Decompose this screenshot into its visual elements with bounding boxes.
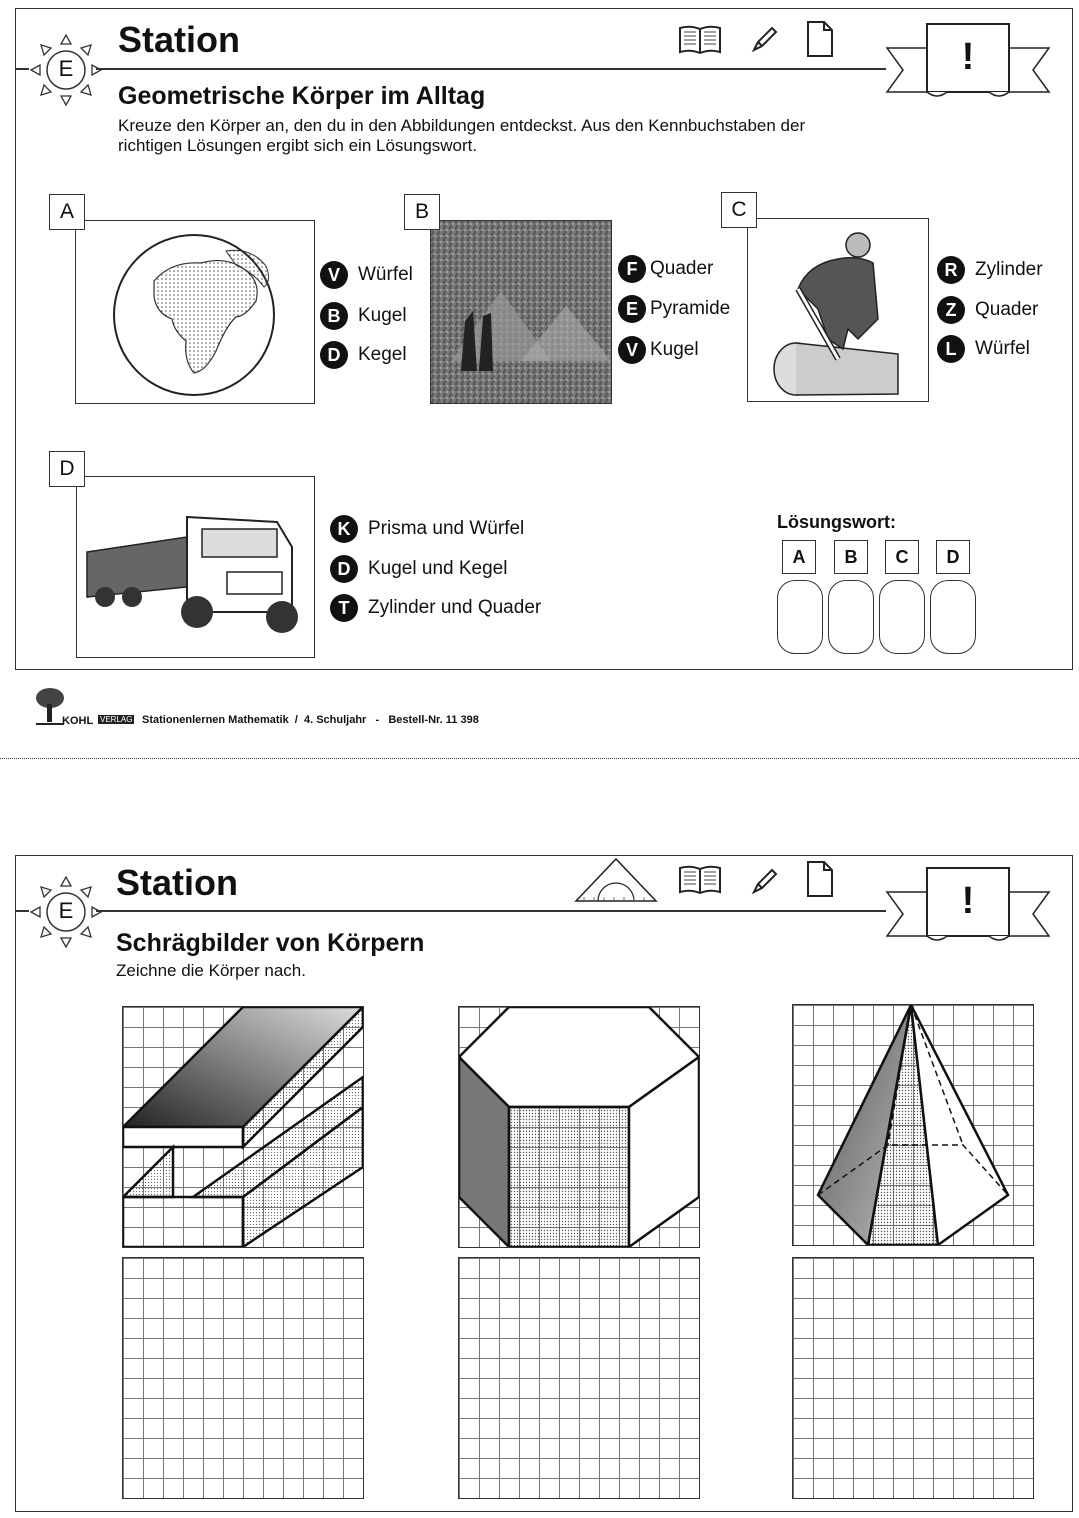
option-text: Prisma und Würfel: [368, 518, 525, 539]
solution-letter-c: C: [885, 540, 919, 574]
document-icon: [806, 20, 834, 58]
item-label-a: A: [49, 194, 85, 230]
solution-field-c[interactable]: [879, 580, 925, 654]
option-code-badge: T: [330, 594, 358, 622]
solution-letter-a: A: [782, 540, 816, 574]
cut-line: [0, 758, 1079, 759]
instruction-line-1: Kreuze den Körper an, den du in den Abbildungen entdeckst. Aus den Kennbuchstaben der: [118, 116, 806, 135]
option-c-1[interactable]: [937, 256, 1043, 284]
option-text: Kugel und Kegel: [368, 558, 508, 579]
book-icon: [678, 864, 722, 896]
option-d-1[interactable]: [330, 515, 524, 543]
option-code-badge: L: [937, 335, 965, 363]
document-icon: [806, 860, 834, 898]
footer-text: Stationenlernen Mathematik / 4. Schuljahr - Bestell-Nr. 11 398: [142, 714, 479, 726]
solution-field-d[interactable]: [930, 580, 976, 654]
option-text: Pyramide: [650, 298, 731, 319]
option-code-badge: E: [618, 295, 646, 323]
option-code-badge: R: [937, 256, 965, 284]
exercise-heading: Geometrische Körper im Alltag: [118, 82, 486, 110]
grid-drawing-3[interactable]: [792, 1257, 1034, 1499]
option-code-badge: D: [320, 341, 348, 369]
header-rule: [96, 68, 886, 70]
option-code-badge: D: [330, 555, 358, 583]
item-label-c: C: [721, 192, 757, 228]
option-code-badge: B: [320, 302, 348, 330]
option-text: Zylinder: [975, 259, 1043, 280]
option-b-3[interactable]: [618, 336, 699, 364]
option-text: Kugel: [358, 305, 407, 326]
option-text: Kugel: [650, 339, 699, 360]
option-d-2[interactable]: [330, 555, 507, 583]
solution-field-a[interactable]: [777, 580, 823, 654]
option-text: Zylinder und Quader: [368, 597, 542, 618]
option-code-badge: V: [320, 261, 348, 289]
option-code-badge: F: [618, 255, 646, 283]
header-rule: [96, 910, 886, 912]
option-d-3[interactable]: [330, 594, 541, 622]
header-rule-left: [15, 910, 29, 912]
option-code-badge: Z: [937, 296, 965, 324]
picture-globe: [75, 220, 315, 404]
exclaim-mark: !: [961, 36, 975, 78]
option-code-badge: V: [618, 336, 646, 364]
grid-drawing-1[interactable]: [122, 1257, 364, 1499]
option-code-badge: K: [330, 515, 358, 543]
publisher-tag: VERLAG: [100, 715, 133, 724]
option-text: Kegel: [358, 344, 407, 365]
grid-model-2: [458, 1006, 700, 1248]
header-rule-left: [15, 68, 29, 70]
option-c-3[interactable]: [937, 335, 1030, 363]
station-letter: E: [58, 898, 74, 923]
station-title: Station: [118, 19, 240, 60]
option-b-1[interactable]: [618, 255, 713, 283]
grid-model-1: [122, 1006, 364, 1248]
option-text: Quader: [975, 299, 1039, 320]
grid-model-3: [792, 1004, 1034, 1246]
exercise-heading: Schrägbilder von Körpern: [116, 929, 425, 957]
pencil-icon: [748, 24, 780, 56]
instruction-line-2: richtigen Lösungen ergibt sich ein Lösungswort.: [118, 136, 478, 155]
option-a-2[interactable]: [320, 302, 407, 330]
option-text: Würfel: [975, 338, 1030, 359]
option-text: Quader: [650, 258, 714, 279]
set-square-icon: [574, 857, 658, 903]
instruction: Zeichne die Körper nach.: [116, 961, 306, 980]
station-title: Station: [116, 862, 238, 903]
option-a-3[interactable]: [320, 341, 407, 369]
publisher-name: KOHL: [62, 715, 94, 727]
exclaim-mark: !: [961, 880, 975, 922]
item-label-d: D: [49, 451, 85, 487]
picture-woodcutter: [747, 218, 929, 402]
solution-letter-d: D: [936, 540, 970, 574]
picture-pyramids: [430, 220, 612, 404]
picture-truck: [76, 476, 315, 658]
pencil-icon: [748, 866, 780, 898]
solution-letter-b: B: [834, 540, 868, 574]
solution-heading: Lösungswort:: [777, 512, 896, 532]
station-letter: E: [58, 56, 74, 81]
solution-field-b[interactable]: [828, 580, 874, 654]
option-b-2[interactable]: [618, 295, 730, 323]
option-c-2[interactable]: [937, 296, 1038, 324]
option-a-1[interactable]: [320, 261, 413, 289]
grid-drawing-2[interactable]: [458, 1257, 700, 1499]
option-text: Würfel: [358, 264, 413, 285]
item-label-b: B: [404, 194, 440, 230]
book-icon: [678, 24, 722, 56]
